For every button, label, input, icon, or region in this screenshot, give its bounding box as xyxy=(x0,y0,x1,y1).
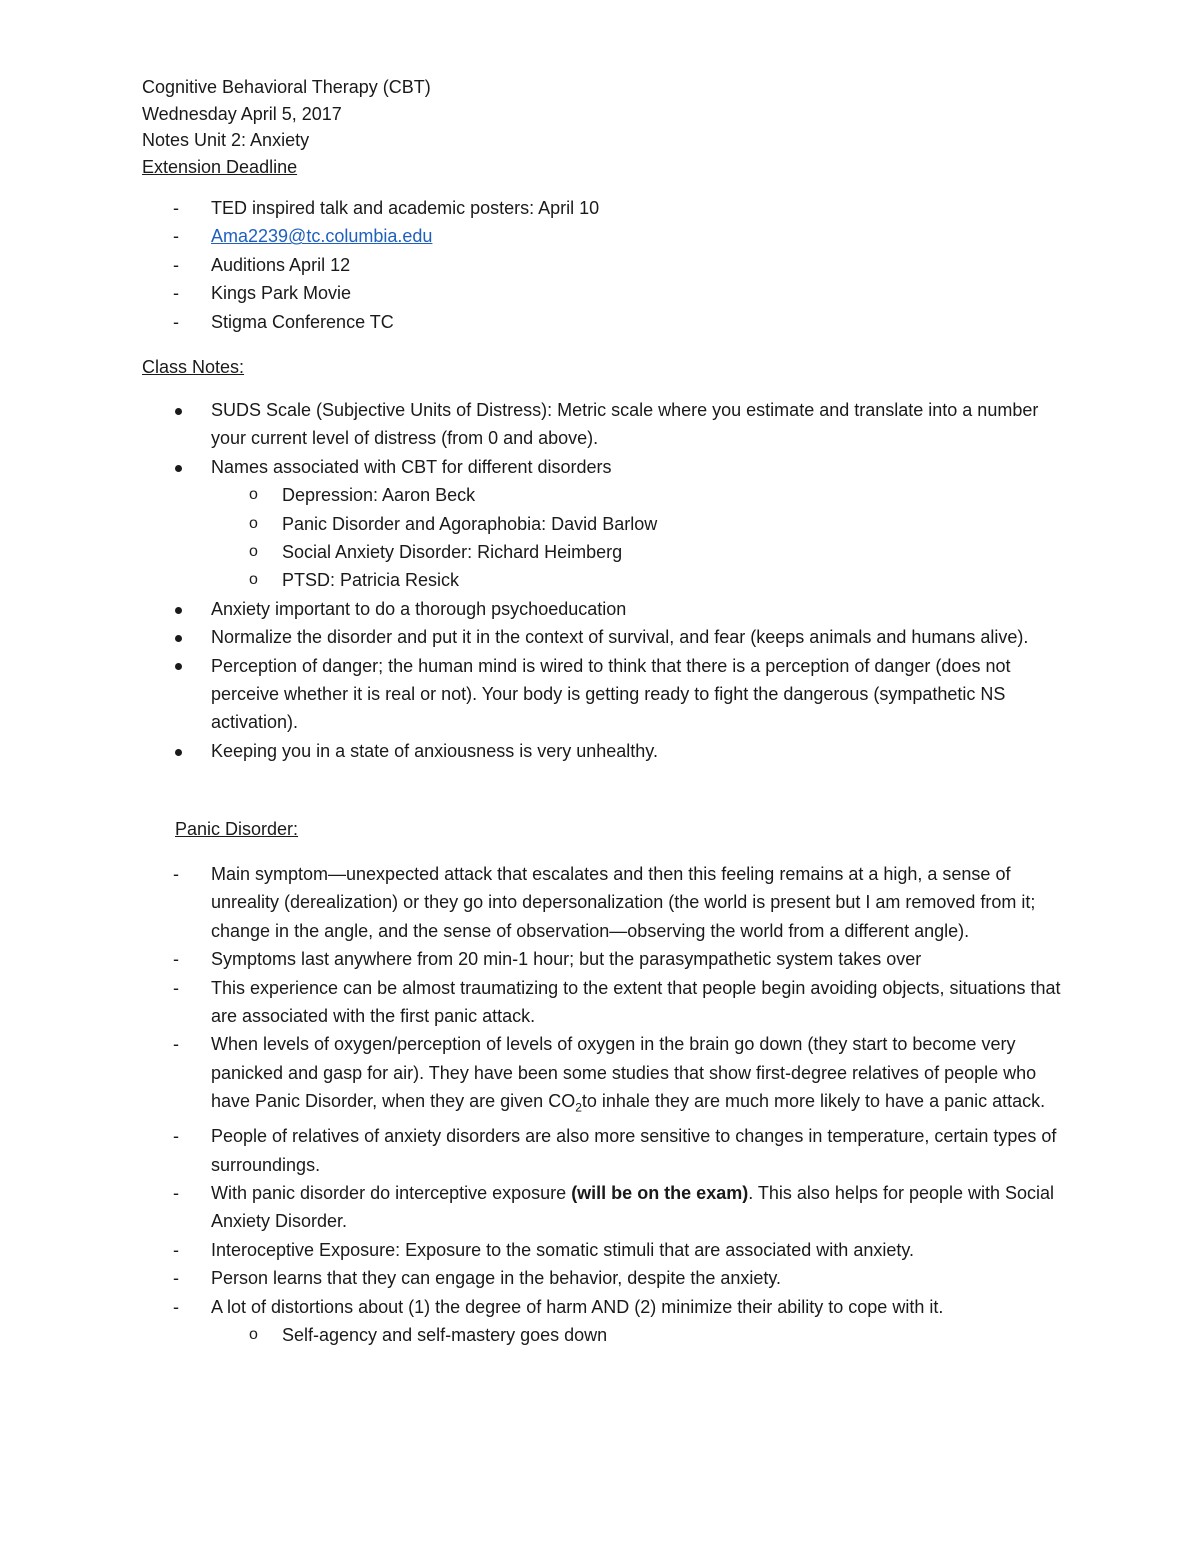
email-link[interactable]: Ama2239@tc.columbia.edu xyxy=(211,226,433,247)
list-item xyxy=(0,251,1061,279)
list-item-text: Symptoms last anywhere from 20 min-1 hour; but the parasympathetic system takes over xyxy=(211,949,922,970)
class-notes-heading: Class Notes: xyxy=(142,357,245,377)
list-item-text: Depression: Aaron Beck xyxy=(282,485,476,506)
dash-marker: - xyxy=(173,226,179,247)
list-item xyxy=(0,974,1132,1031)
list-item-text: Kings Park Movie xyxy=(211,283,352,304)
list-item xyxy=(0,1030,1132,1122)
list-item-text: Self-agency and self-mastery goes down xyxy=(282,1325,608,1346)
list-item xyxy=(0,595,1062,623)
bullet-icon xyxy=(173,396,193,424)
list-item xyxy=(0,1122,1132,1179)
subscript-two: 2 xyxy=(575,1100,582,1115)
panic-disorder-list xyxy=(0,860,1132,1350)
bullet-icon xyxy=(173,595,193,623)
interceptive-text-part: . This also helps for people with Social Anxiety Disorder. xyxy=(211,1183,1055,1232)
list-item xyxy=(0,308,1061,336)
dash-marker: - xyxy=(173,1034,179,1055)
list-item-text: A lot of distortions about (1) the degree of harm AND (2) minimize their ability to cope with it. xyxy=(211,1296,944,1317)
dash-marker: - xyxy=(173,864,179,884)
list-item-text: Auditions April 12 xyxy=(211,254,351,275)
panic-disorder-heading: Panic Disorder: xyxy=(175,819,299,839)
dash-marker: - xyxy=(173,977,179,998)
list-item-text: Main symptom—unexpected attack that escalates and then this feeling remains at a high, a sense of unreality (derealization) or they go into depersonalization (the world is present but I am removed from it; change in the angle, and the sense of observation—observing the world from a different angle). xyxy=(211,864,1036,941)
list-item-text: Social Anxiety Disorder: Richard Heimberg xyxy=(282,542,623,563)
extension-list xyxy=(0,194,1061,336)
dash-marker: - xyxy=(173,311,179,332)
list-item xyxy=(0,652,1062,737)
sub-list-item xyxy=(0,566,1062,594)
oxygen-text-part: to inhale they are much more likely to have a panic attack. xyxy=(581,1091,1046,1112)
list-item xyxy=(0,1293,1132,1321)
list-item-text: People of relatives of anxiety disorders are also more sensitive to changes in temperature, certain types of surroundings. xyxy=(211,1126,1057,1175)
bullet-icon xyxy=(173,652,193,680)
dash-marker: - xyxy=(173,1183,179,1204)
list-item xyxy=(0,860,1132,945)
list-item-text: Interoceptive Exposure: Exposure to the somatic stimuli that are associated with anxiety. xyxy=(211,1239,915,1260)
dash-marker: - xyxy=(173,198,179,218)
list-item xyxy=(0,1236,1132,1264)
dash-marker: - xyxy=(173,1126,179,1147)
list-item xyxy=(0,1179,1132,1236)
unit-title: Notes Unit 2: Anxiety xyxy=(142,130,310,150)
bullet-icon xyxy=(173,737,193,765)
exam-note: (will be on the exam) xyxy=(571,1183,749,1204)
oxygen-text-part: When levels of oxygen/perception of levels of oxygen in the brain go down (they start to become very panicked and gasp for air). They have been some studies that show first-degree relatives of people who have Panic Disorder, when they are given CO xyxy=(211,1034,1037,1112)
list-item xyxy=(0,945,1132,973)
extension-heading: Extension Deadline xyxy=(142,156,298,177)
dash-marker: - xyxy=(173,254,179,275)
list-item xyxy=(0,1264,1132,1292)
list-item-text: Keeping you in a state of anxiousness is very unhealthy. xyxy=(211,740,658,761)
list-item-text: SUDS Scale (Subjective Units of Distress): Metric scale where you estimate and translate into a number your current level of distress (from 0 and above). xyxy=(211,400,1039,449)
list-item xyxy=(0,194,1061,222)
dash-marker: - xyxy=(173,1296,179,1317)
list-item xyxy=(0,453,1062,481)
document-date: Wednesday April 5, 2017 xyxy=(142,103,342,124)
list-item xyxy=(0,396,1062,453)
list-item-text: Stigma Conference TC xyxy=(211,311,394,332)
circle-marker: o xyxy=(249,514,258,532)
dash-marker: - xyxy=(173,1268,179,1289)
dash-marker: - xyxy=(173,949,179,970)
list-item xyxy=(0,623,1062,651)
list-item xyxy=(0,222,1061,250)
interceptive-text-part: With panic disorder do interceptive exposure xyxy=(211,1183,572,1204)
list-item xyxy=(0,279,1061,307)
dash-marker: - xyxy=(173,283,179,304)
class-notes-list xyxy=(0,396,1062,765)
bullet-icon xyxy=(173,623,193,651)
list-item-text xyxy=(211,1030,1061,1122)
sub-list-item xyxy=(0,538,1062,566)
list-item-text: Anxiety important to do a thorough psychoeducation xyxy=(211,598,627,619)
sub-list-item xyxy=(0,510,1062,538)
circle-marker: o xyxy=(249,571,258,589)
circle-marker: o xyxy=(249,486,258,504)
document-title: Cognitive Behavioral Therapy (CBT) xyxy=(142,77,431,97)
sub-list-item xyxy=(0,481,1062,509)
sub-list-item xyxy=(0,1321,1132,1349)
circle-marker: o xyxy=(249,1326,258,1344)
list-item-text: Panic Disorder and Agoraphobia: David Barlow xyxy=(282,513,658,534)
list-item-text: Perception of danger; the human mind is wired to think that there is a perception of danger (does not perceive whether it is real or not). Your body is getting ready to fight the dangerous (sympathetic NS activation). xyxy=(211,655,1011,733)
list-item-text xyxy=(211,1179,1061,1236)
list-item-text: Names associated with CBT for different disorders xyxy=(211,456,612,477)
list-item-text: TED inspired talk and academic posters: April 10 xyxy=(211,198,600,218)
dash-marker: - xyxy=(173,1239,179,1260)
list-item-text: Person learns that they can engage in the behavior, despite the anxiety. xyxy=(211,1268,782,1289)
list-item-text: This experience can be almost traumatizing to the extent that people begin avoiding objects, situations that are associated with the first panic attack. xyxy=(211,977,1061,1027)
list-item-text: Normalize the disorder and put it in the context of survival, and fear (keeps animals and humans alive). xyxy=(211,627,1029,648)
document-header xyxy=(142,74,431,180)
list-item xyxy=(0,737,1062,765)
list-item-text: PTSD: Patricia Resick xyxy=(282,570,460,591)
circle-marker: o xyxy=(249,543,258,561)
bullet-icon xyxy=(173,453,193,481)
